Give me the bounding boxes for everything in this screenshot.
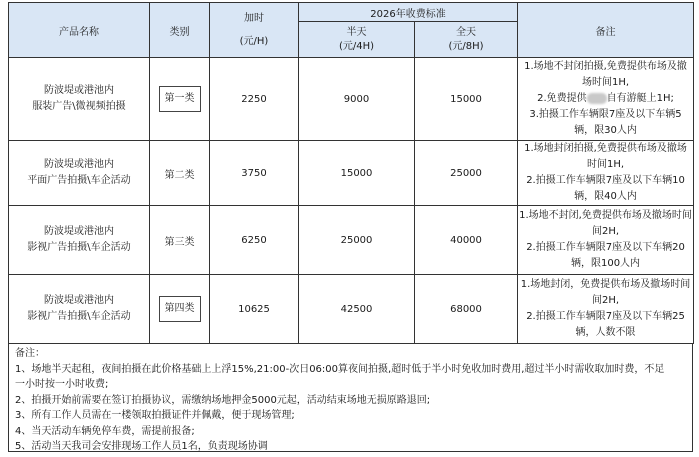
remark-line: 场时间1H, xyxy=(581,77,630,88)
product-cell xyxy=(9,206,150,275)
category-cell xyxy=(150,58,210,141)
note-line: 2、拍摄开始前需要在签订拍摄协议，需缴纳场地押金5000元起，活动结束场地无损原路退回; xyxy=(15,394,431,406)
remark-fragment: 自有游艇上1H; xyxy=(606,93,674,104)
product-cell xyxy=(9,275,150,344)
remark-line: 辆，限100人内 xyxy=(570,258,641,269)
header-overtime-unit: (元/H) xyxy=(239,36,269,47)
overtime-cell: 6250 xyxy=(210,206,299,275)
product-cell xyxy=(9,141,150,206)
remark-line: 1.场地不封闭,免费提供布场及撤场时间 xyxy=(519,210,692,221)
product-line: 防波堤或港池内 xyxy=(44,159,114,170)
category-cell: 第三类 xyxy=(150,206,210,275)
header-full-day xyxy=(415,22,518,58)
header-product-name: 产品名称 xyxy=(9,3,150,58)
category-badge: 第四类 xyxy=(159,296,201,322)
remarks-cell xyxy=(518,141,694,206)
header-half-day-unit: (元/4H) xyxy=(338,40,375,52)
full-day-cell: 15000 xyxy=(415,58,518,141)
header-full-day-unit: (元/8H) xyxy=(448,40,484,52)
product-line: 平面广告拍摄\车企活动 xyxy=(27,175,131,186)
remark-line: 辆，限40人内 xyxy=(574,191,637,202)
remarks-cell xyxy=(518,275,694,344)
table-row xyxy=(9,141,694,206)
remark-line: 辆，人数不限 xyxy=(575,327,636,338)
full-day-cell: 40000 xyxy=(415,206,518,275)
remark-line: 3.拍摄工作车辆限7座及以下车辆5 xyxy=(529,109,682,120)
product-cell xyxy=(9,58,150,141)
note-line: 5、活动当天我司会安排现场工作人员1名，负责现场协调 xyxy=(15,441,268,452)
fee-table xyxy=(8,2,694,344)
product-line: 影视广告拍摄\车企活动 xyxy=(27,242,131,253)
remark-line: 间2H, xyxy=(591,226,620,237)
table-row xyxy=(9,206,694,275)
remark-line: 间2H, xyxy=(591,295,620,306)
notes-section xyxy=(8,344,693,452)
redaction-blur xyxy=(587,93,607,104)
header-half-day-label: 半天 xyxy=(346,27,367,38)
half-day-cell: 25000 xyxy=(299,206,415,275)
header-overtime xyxy=(210,3,299,58)
remarks-cell xyxy=(518,206,694,275)
note-line: 一小时按一小时收费; xyxy=(15,379,109,390)
header-overtime-label: 加时 xyxy=(244,12,264,24)
category-cell xyxy=(150,275,210,344)
header-full-day-label: 全天 xyxy=(456,27,476,38)
remark-line: 2.拍摄工作车辆限7座及以下车辆20 xyxy=(526,242,685,253)
table-row xyxy=(9,58,694,141)
header-category: 类别 xyxy=(150,3,210,58)
overtime-cell: 10625 xyxy=(210,275,299,344)
remark-line xyxy=(518,91,693,107)
header-half-day xyxy=(299,22,415,58)
product-line: 服装广告\微视频拍摄 xyxy=(32,101,126,112)
half-day-cell: 15000 xyxy=(299,141,415,206)
product-line: 影视广告拍摄\车企活动 xyxy=(27,311,131,322)
category-badge: 第一类 xyxy=(159,86,201,112)
full-day-cell: 68000 xyxy=(415,275,518,344)
note-line: 1、场地半天起租，夜间拍摄在此价格基础上上浮15%,21:00-次日06:00算夜间拍摄,超时低于半小时免收加时费用,超过半小时需收取加时费，不足 xyxy=(15,363,665,375)
remark-line: 1.场地封闭拍摄,免费提供布场及撤场 xyxy=(524,143,687,154)
full-day-cell: 25000 xyxy=(415,141,518,206)
header-standard: 2026年收费标准 xyxy=(299,3,518,22)
header-row xyxy=(9,3,694,22)
note-line: 4、当天活动车辆免停车费，需提前报备; xyxy=(15,425,195,437)
remark-line: 1.场地不封闭拍摄,免费提供布场及撤 xyxy=(524,61,687,72)
remark-fragment: 2.免费提供 xyxy=(537,93,587,104)
note-line: 3、所有工作人员需在一楼领取拍摄证件并佩戴，便于现场管理; xyxy=(15,410,295,421)
overtime-cell: 2250 xyxy=(210,58,299,141)
overtime-cell: 3750 xyxy=(210,141,299,206)
remarks-cell xyxy=(518,58,694,141)
remark-line: 2.拍摄工作车辆限7座及以下车辆25 xyxy=(526,311,685,322)
half-day-cell: 9000 xyxy=(299,58,415,141)
remark-line: 辆，限30人内 xyxy=(574,125,637,136)
remark-line: 时间1H, xyxy=(586,159,625,170)
category-cell: 第二类 xyxy=(150,141,210,206)
remark-line: 2.拍摄工作车辆限7座及以下车辆10 xyxy=(526,175,685,186)
notes-title: 备注： xyxy=(15,348,45,359)
product-line: 防波堤或港池内 xyxy=(44,226,114,237)
half-day-cell: 42500 xyxy=(299,275,415,344)
header-remarks: 备注 xyxy=(518,3,694,58)
product-line: 防波堤或港池内 xyxy=(44,295,114,306)
product-line: 防波堤或港池内 xyxy=(44,85,114,96)
table-row xyxy=(9,275,694,344)
remark-line: 1.场地封闭，免费提供布场及撤场时间 xyxy=(520,279,691,290)
